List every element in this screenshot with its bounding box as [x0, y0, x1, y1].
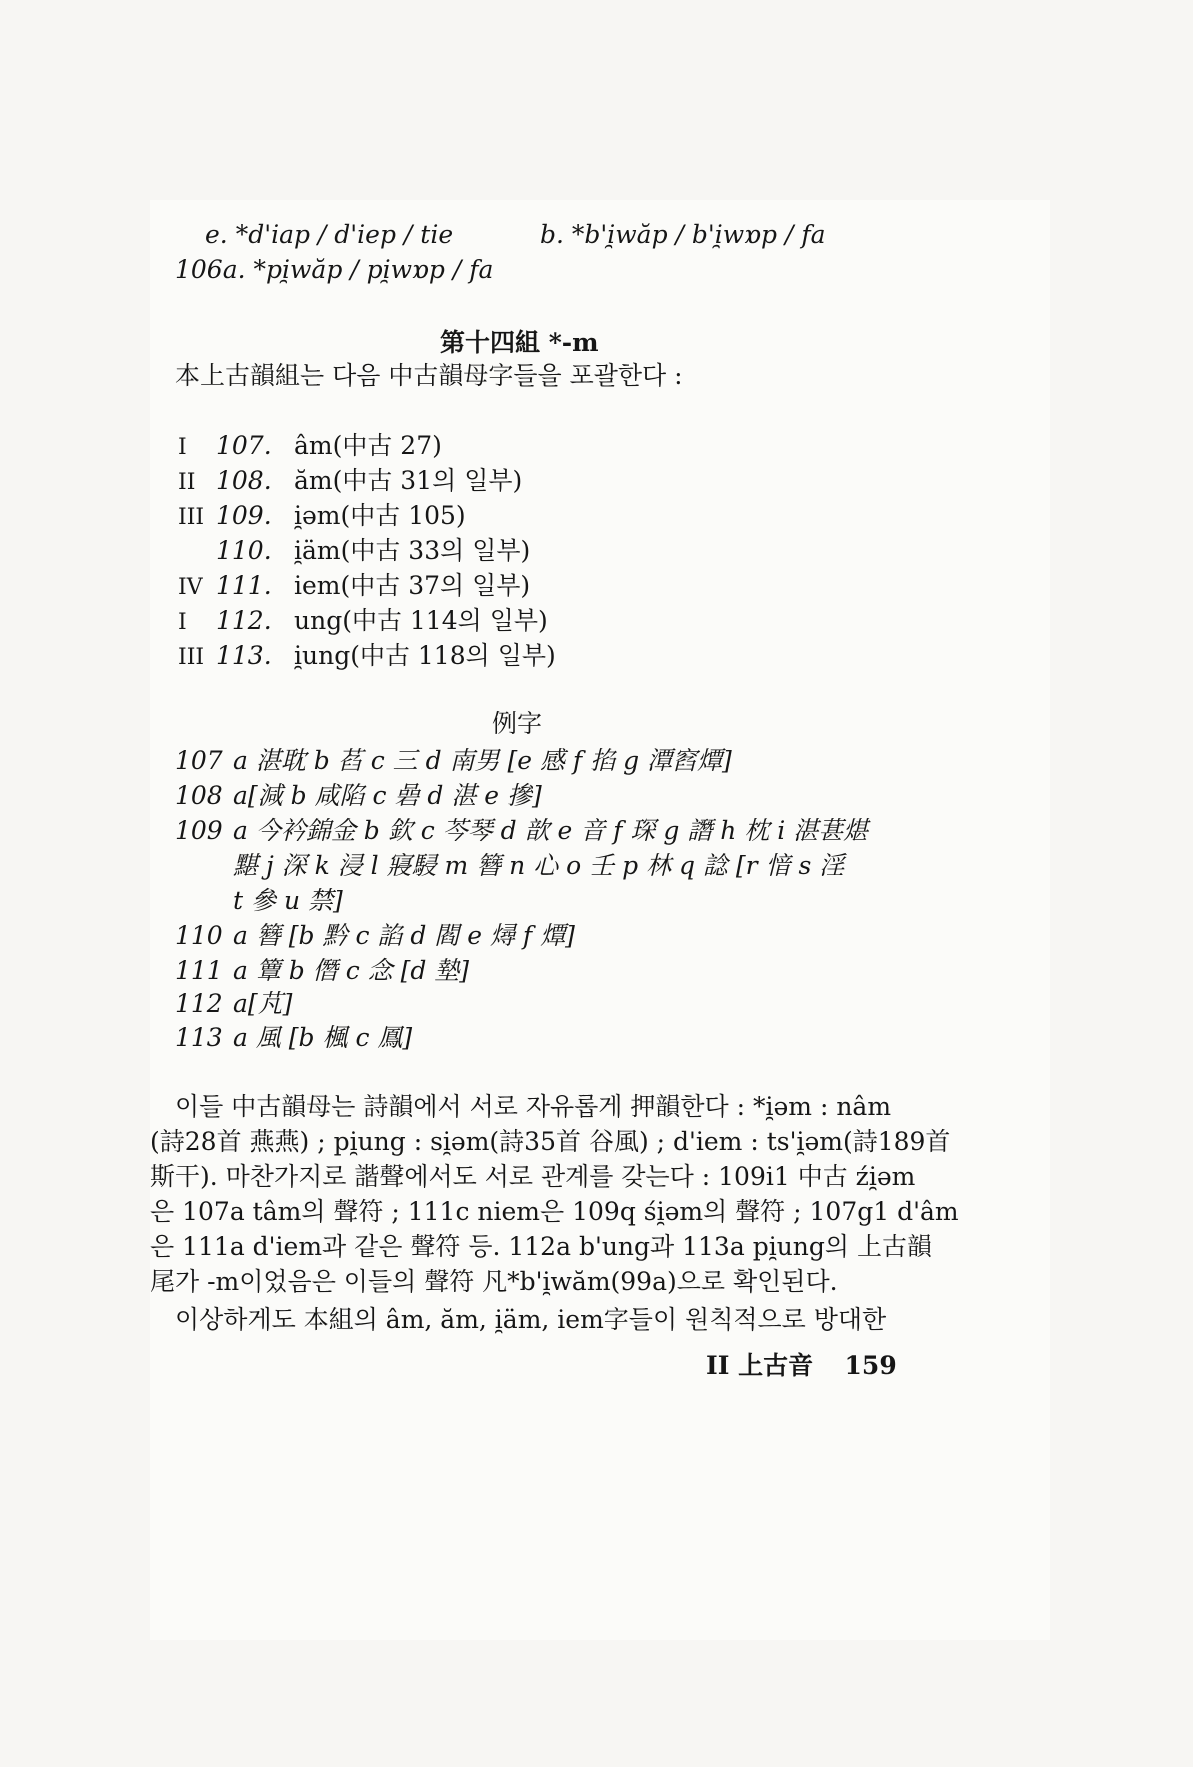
section-heading: 第十四組 *-m: [440, 328, 599, 357]
final-row: 110. i̯äm(中古 33의 일부): [216, 536, 531, 565]
example-row: 108 a[減 b 咸陷 c 碞 d 湛 e 摻]: [175, 781, 542, 810]
entry-form: *b'i̯wăp / b'i̯wɒp / fa: [571, 220, 826, 249]
entry-form: *d'iap / d'iep / tie: [235, 220, 454, 249]
final-row: IV 111. iem(中古 37의 일부): [178, 571, 531, 600]
section-intro: 本上古韻組는 다음 中古韻母字들을 포괄한다 :: [175, 361, 683, 390]
entry-form: *pi̯wăp / pi̯wɒp / fa: [253, 255, 494, 284]
entry-e: e. *d'iap / d'iep / tie: [205, 220, 454, 249]
running-footer: [706, 1346, 897, 1382]
final-row: I 112. ung(中古 114의 일부): [178, 606, 548, 635]
prose-line: 이들 中古韻母는 詩韻에서 서로 자유롭게 押韻한다 : *i̯əm : nâm: [175, 1092, 892, 1121]
final-row: II 108. ăm(中古 31의 일부): [178, 466, 523, 495]
prose-line: 은 111a d'iem과 같은 聲符 등. 112a b'ung과 113a pi̯ung의 上古韻: [150, 1232, 932, 1261]
example-row-continued: 黮 j 深 k 浸 l 寢駸 m 簪 n 心 o 壬 p 林 q 諗 [r 愔 s 淫: [233, 851, 845, 880]
examples-heading: 例字: [492, 709, 543, 738]
footer-section: II 上古音: [706, 1351, 814, 1380]
example-row: 107 a 湛耽 b 萏 c 三 d 南男 [e 感 f 掐 g 潭窞燂]: [175, 746, 732, 775]
page-number: 159: [844, 1351, 897, 1380]
prose-line: 尾가 -m이었음은 이들의 聲符 凡*b'i̯wăm(99a)으로 확인된다.: [150, 1267, 838, 1296]
prose-line: 이상하게도 本組의 âm, ăm, i̯äm, iem字들이 원칙적으로 방대한: [175, 1305, 887, 1334]
example-row: 113 a 風 [b 楓 c 鳳]: [175, 1023, 413, 1052]
entry-106a: 106a. *pi̯wăp / pi̯wɒp / fa: [175, 255, 494, 284]
example-row-continued: t 參 u 禁]: [233, 886, 343, 915]
entry-b: b. *b'i̯wăp / b'i̯wɒp / fa: [540, 220, 826, 249]
prose-line: 斯干). 마찬가지로 諧聲에서도 서로 관계를 갖는다 : 109i1 中古 źi̯əm: [150, 1162, 916, 1191]
prose-line: (詩28首 燕燕) ; pi̯ung : si̯əm(詩35首 谷風) ; d'iem : ts'i̯əm(詩189首: [150, 1127, 951, 1156]
final-row: III 109. i̯əm(中古 105): [178, 501, 466, 530]
example-row: 110 a 簪 [b 黔 c 諂 d 閻 e 燖 f 燂]: [175, 921, 575, 950]
final-row: III 113. i̯ung(中古 118의 일부): [178, 641, 556, 670]
example-row: 111 a 簟 b 僭 c 念 [d 墊]: [175, 956, 470, 985]
prose-line: 은 107a tâm의 聲符 ; 111c niem은 109q śi̯əm의 聲符 ; 107g1 d'âm: [150, 1197, 959, 1226]
final-row: I 107. âm(中古 27): [178, 431, 442, 460]
example-row: 109 a 今衿錦金 b 欽 c 芩琴 d 歆 e 音 f 琛 g 譖 h 枕 i 湛葚煁: [175, 816, 869, 845]
example-row: 112 a[芃]: [175, 989, 293, 1018]
